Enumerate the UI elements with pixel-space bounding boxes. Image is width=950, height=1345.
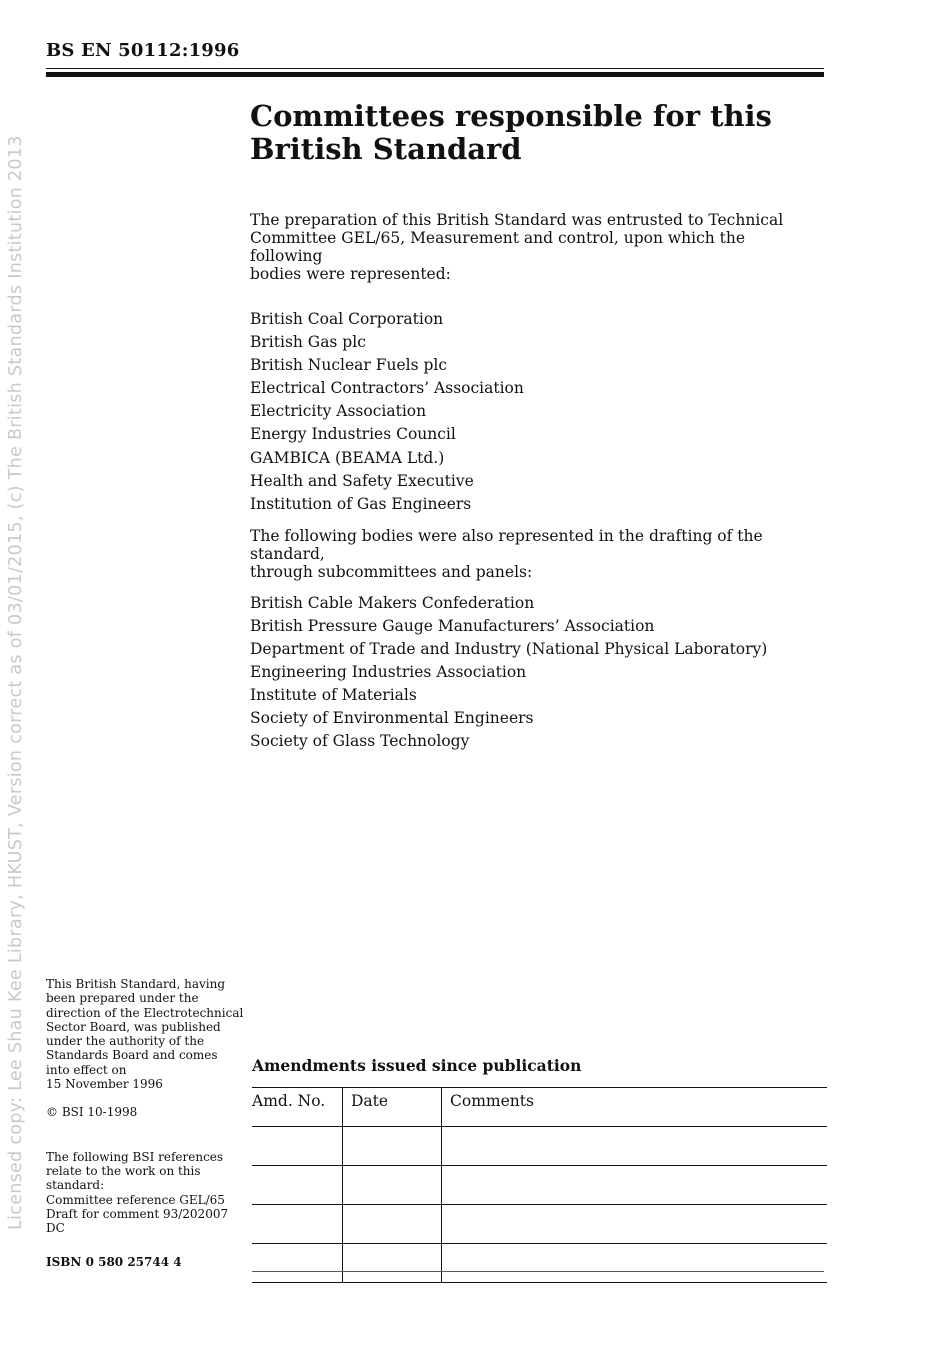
page-title-line: British Standard <box>250 132 522 166</box>
publication-line: 15 November 1996 <box>46 1077 163 1092</box>
publication-line: direction of the Electrotechnical <box>46 1005 244 1020</box>
publication-sidebar <box>46 977 246 1270</box>
represented-bodies-list <box>250 308 820 516</box>
publication-line: This British Standard, having <box>46 977 226 991</box>
list-item: Engineering Industries Association <box>250 663 527 682</box>
table-cell <box>343 1127 442 1166</box>
publication-line: Sector Board, was published <box>46 1019 221 1034</box>
list-item: British Pressure Gauge Manufacturers’ Association <box>250 616 655 635</box>
table-row <box>252 1127 827 1166</box>
standard-number: BS EN 50112:1996 <box>46 40 240 61</box>
reference-line: standard: <box>46 1178 105 1193</box>
intro-line: The preparation of this British Standard was entrusted to Technical <box>250 211 784 229</box>
copyright-notice: © BSI 10-1998 <box>46 1105 138 1120</box>
intro-line: Committee GEL/65, Measurement and control, upon which the following <box>250 229 746 265</box>
also-line: through subcommittees and panels: <box>250 562 533 581</box>
list-item: Society of Glass Technology <box>250 732 470 751</box>
page-title-line: Committees responsible for this <box>250 99 772 133</box>
column-header-amd-no: Amd. No. <box>252 1088 343 1127</box>
also-line: The following bodies were also represented in the drafting of the standard, <box>250 526 763 563</box>
amendments-title: Amendments issued since publication <box>252 1056 582 1075</box>
table-row <box>252 1205 827 1244</box>
table-cell <box>252 1244 343 1283</box>
list-item: Electricity Association <box>250 402 427 421</box>
reference-line: Draft for comment 93/202007 DC <box>46 1206 229 1236</box>
publication-line: into effect on <box>46 1062 127 1077</box>
list-item: British Coal Corporation <box>250 310 444 328</box>
list-item: Electrical Contractors’ Association <box>250 379 524 398</box>
table-cell <box>252 1127 343 1166</box>
license-watermark: Licensed copy: Lee Shau Kee Library, HKUST, Version correct as of 03/01/2015, (c) The British Standards Institution 2013 <box>6 135 26 1230</box>
table-cell <box>442 1166 828 1205</box>
amendments-table <box>252 1087 827 1283</box>
publication-line: Standards Board and comes <box>46 1048 218 1063</box>
publication-line: been prepared under the <box>46 991 199 1006</box>
table-cell <box>442 1205 828 1244</box>
table-row <box>252 1244 827 1283</box>
reference-line: Committee reference GEL/65 <box>46 1192 225 1207</box>
list-item: British Gas plc <box>250 333 366 352</box>
main-content <box>250 100 820 754</box>
column-header-comments: Comments <box>442 1088 828 1127</box>
page-title <box>250 100 820 166</box>
table-cell <box>442 1127 828 1166</box>
footer-rule <box>252 1271 824 1272</box>
list-item: Energy Industries Council <box>250 425 456 444</box>
publication-line: under the authority of the <box>46 1034 205 1049</box>
list-item: Society of Environmental Engineers <box>250 709 534 728</box>
table-cell <box>442 1244 828 1283</box>
intro-line: bodies were represented: <box>250 265 451 283</box>
intro-paragraph <box>250 211 820 283</box>
list-item: Department of Trade and Industry (National Physical Laboratory) <box>250 640 768 659</box>
table-cell <box>343 1205 442 1244</box>
reference-line: The following BSI references <box>46 1149 224 1164</box>
table-row <box>252 1166 827 1205</box>
table-header-row <box>252 1088 827 1127</box>
column-header-date: Date <box>343 1088 442 1127</box>
list-item: Institution of Gas Engineers <box>250 494 472 513</box>
list-item: Institute of Materials <box>250 686 417 705</box>
header-rule-thick <box>46 72 824 77</box>
table-cell <box>343 1166 442 1205</box>
list-item: Health and Safety Executive <box>250 471 474 490</box>
publication-note <box>46 977 246 1091</box>
list-item: British Nuclear Fuels plc <box>250 356 448 375</box>
list-item: British Cable Makers Confederation <box>250 593 535 612</box>
header-rule-thin <box>46 68 824 69</box>
table-cell <box>252 1205 343 1244</box>
table-cell <box>252 1166 343 1205</box>
subcommittee-bodies-list <box>250 592 820 754</box>
bsi-references <box>46 1150 246 1236</box>
table-cell <box>343 1244 442 1283</box>
reference-line: relate to the work on this <box>46 1163 201 1178</box>
list-item: GAMBICA (BEAMA Ltd.) <box>250 448 445 467</box>
isbn: ISBN 0 580 25744 4 <box>46 1255 182 1270</box>
also-represented-paragraph <box>250 527 820 581</box>
